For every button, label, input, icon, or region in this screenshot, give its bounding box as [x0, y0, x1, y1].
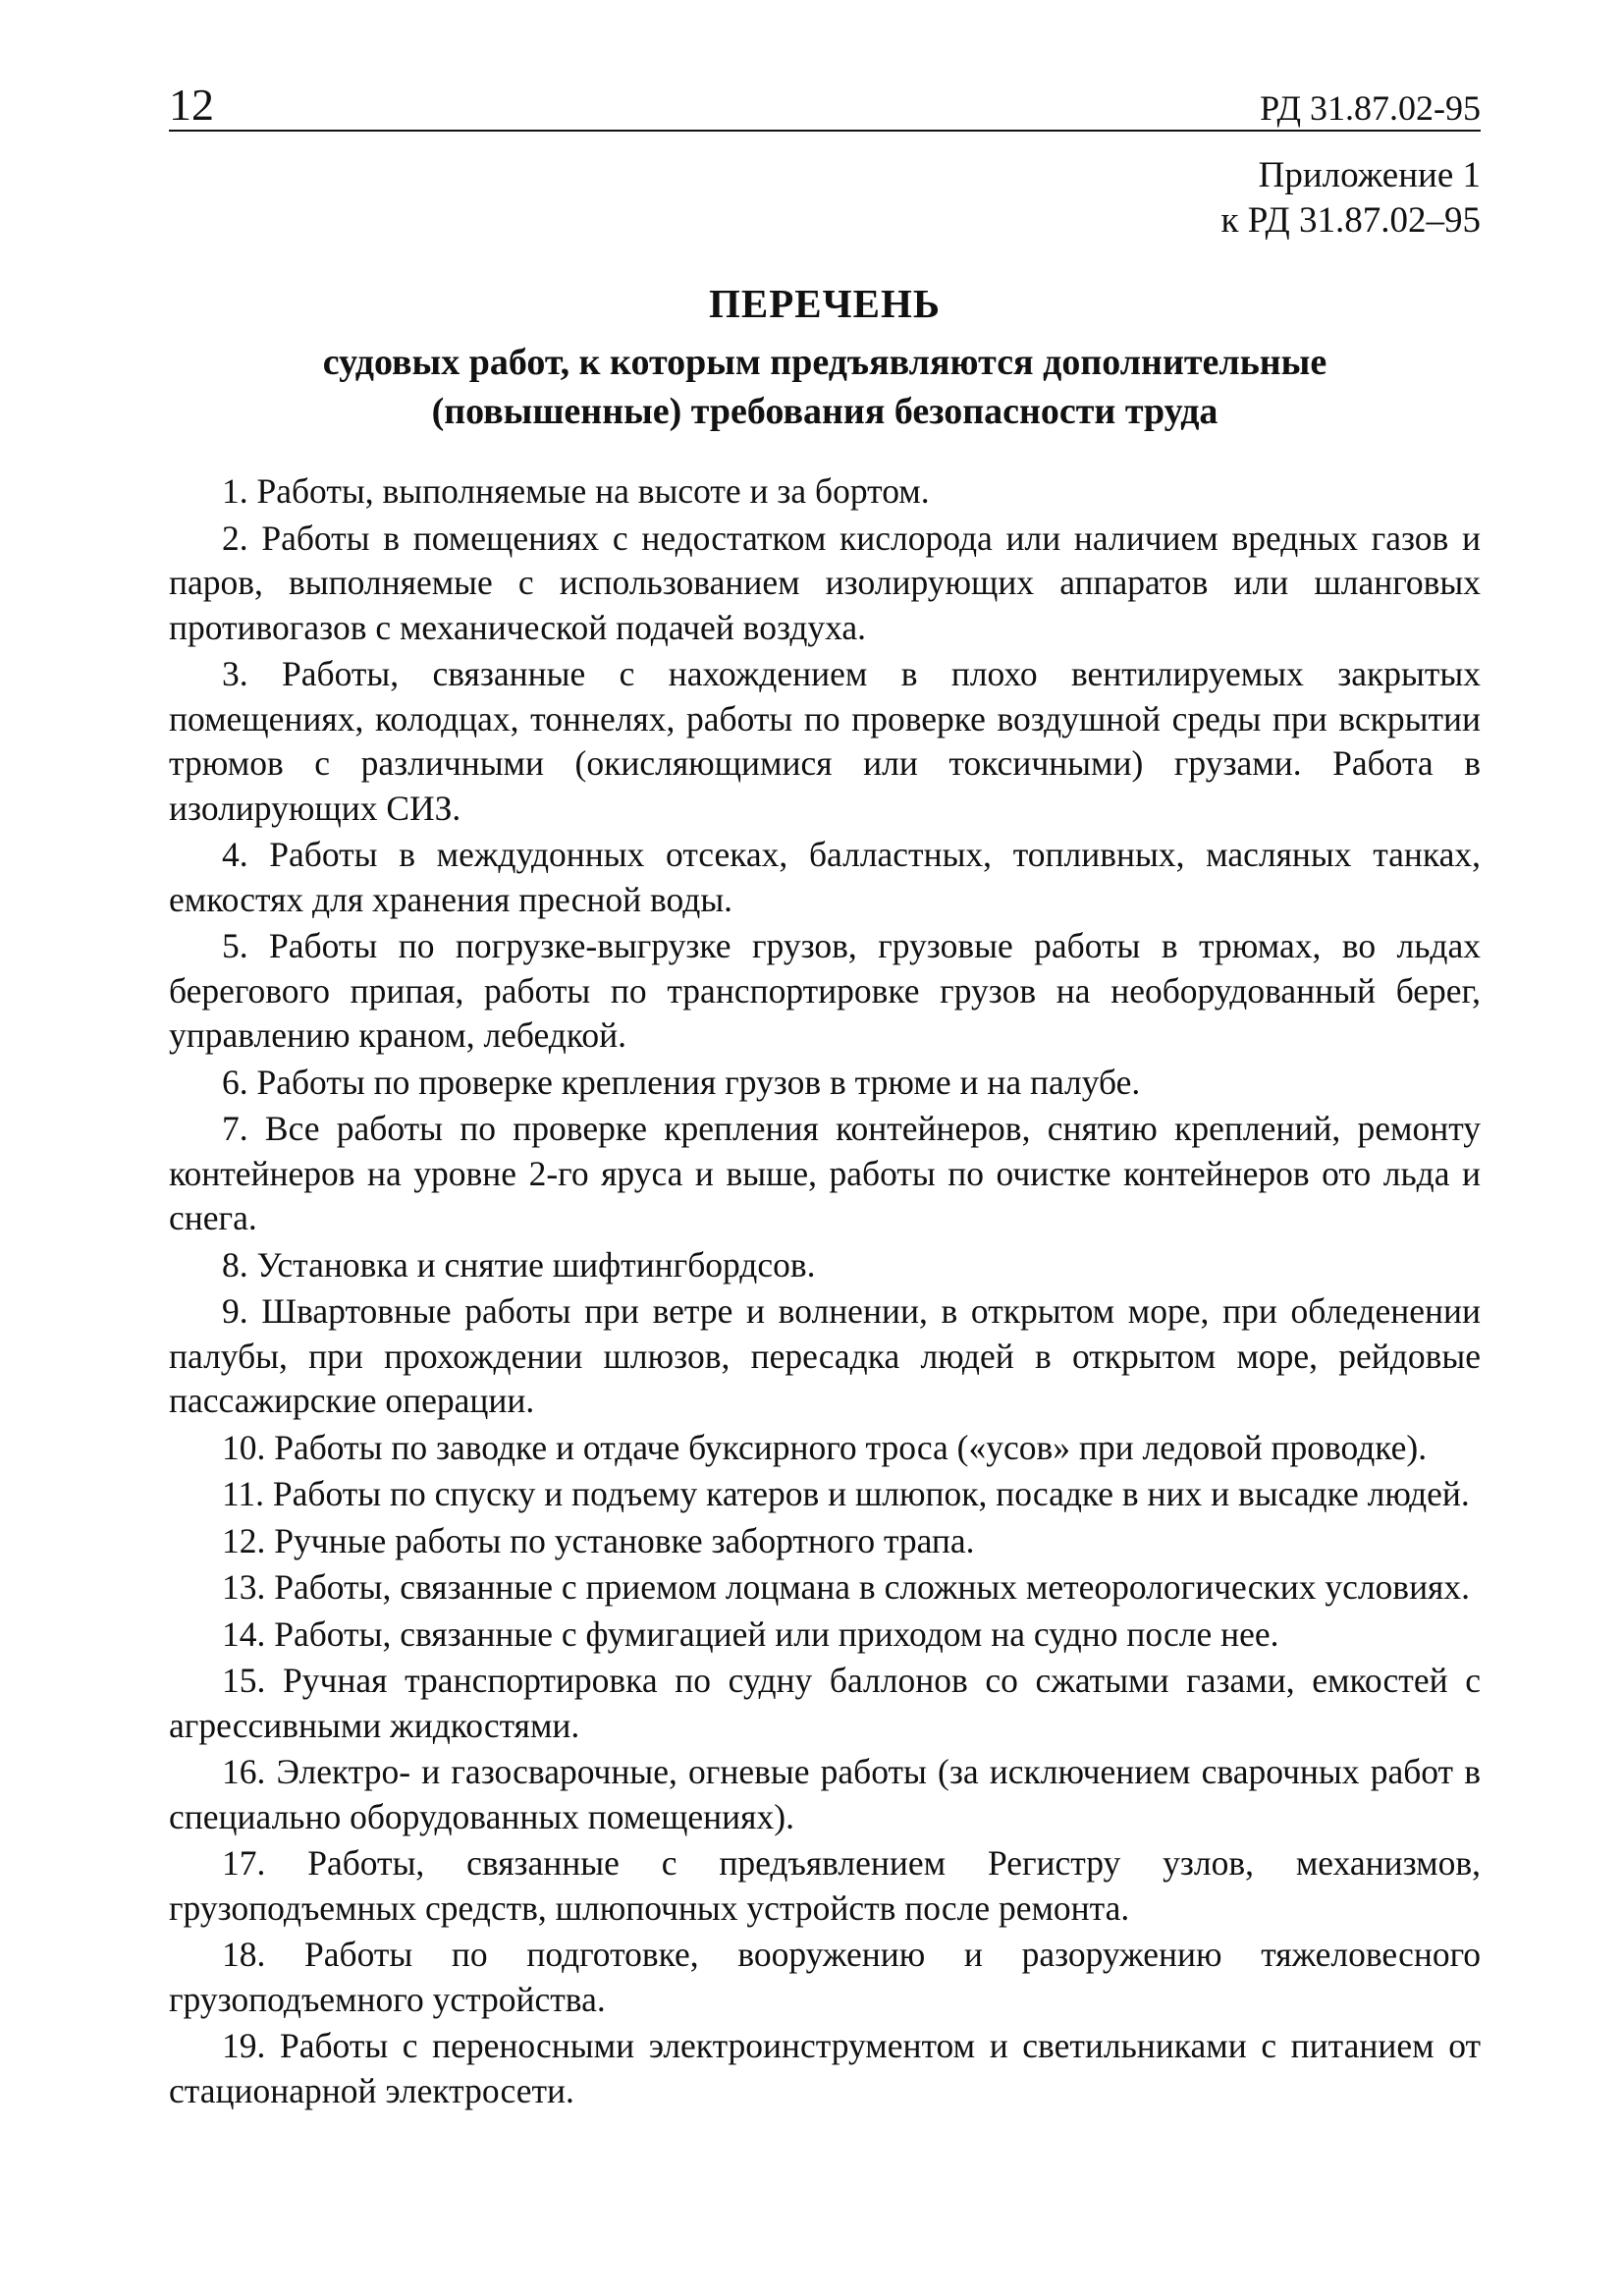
- list-item: 17. Работы, связанные с предъявлением Регистру узлов, механизмов, грузоподъемных средств, шлюпочных устройств после ремонта.: [169, 1843, 1481, 1928]
- list-item: 15. Ручная транспортировка по судну баллонов со сжатыми газами, емкостей с агрессивными жидкостями.: [169, 1661, 1481, 1745]
- list-item: 9. Швартовные работы при ветре и волнении, в открытом море, при обледенении палубы, при прохождении шлюзов, пересадка людей в открытом море, рейдовые пассажирские операции.: [169, 1291, 1481, 1420]
- list-item: 14. Работы, связанные с фумигацией или приходом на судно после нее.: [222, 1613, 1279, 1654]
- page-number: 12: [169, 80, 214, 130]
- page-header: [169, 69, 1481, 132]
- work-list: [169, 469, 1481, 2113]
- list-item: 18. Работы по подготовке, вооружению и разоружению тяжеловесного грузоподъемного устройства.: [169, 1935, 1481, 2019]
- document-code: РД 31.87.02-95: [1260, 88, 1481, 128]
- document-subtitle: [169, 338, 1481, 436]
- document-title: ПЕРЕЧЕНЬ: [708, 281, 942, 326]
- list-item: 3. Работы, связанные с нахождением в плохо вентилируемых закрытых помещениях, колодцах, тоннелях, работы по проверке воздушной среды при вскрытии трюмов с различными (окисляющимися или токсичными) грузами. Работа в изолирующих СИЗ.: [169, 654, 1481, 828]
- subtitle-line-2: (повышенные) требования безопасности труда: [431, 391, 1218, 432]
- list-item: 8. Установка и снятие шифтингбордсов.: [222, 1244, 816, 1285]
- list-item: 11. Работы по спуску и подъему катеров и шлюпок, посадке в них и высадке людей.: [222, 1474, 1470, 1513]
- appendix-line-1: Приложение 1: [1258, 155, 1481, 195]
- document-page: [169, 69, 1481, 2115]
- appendix-line-2: к РД 31.87.02–95: [1220, 200, 1481, 241]
- list-item: 6. Работы по проверке крепления грузов в трюме и на палубе.: [222, 1062, 1141, 1102]
- list-item: 19. Работы с переносными электроинструментом и светильниками с питанием от стационарной электросети.: [169, 2026, 1481, 2110]
- list-item: 2. Работы в помещениях с недостатком кислорода или наличием вредных газов и паров, выполняемые с использованием изолирующих аппаратов или шланговых противогазов с механической подачей воздуха.: [169, 518, 1481, 647]
- list-item: 13. Работы, связанные с приемом лоцмана в сложных метеорологических условиях.: [222, 1567, 1471, 1607]
- appendix-reference: [169, 153, 1481, 244]
- subtitle-line-1: судовых работ, к которым предъявляются дополнительные: [322, 342, 1327, 383]
- list-item: 16. Электро- и газосварочные, огневые работы (за исключением сварочных работ в специально оборудованных помещениях).: [169, 1752, 1481, 1836]
- list-item: 1. Работы, выполняемые на высоте и за бортом.: [222, 471, 930, 511]
- list-item: 5. Работы по погрузке-выгрузке грузов, грузовые работы в трюмах, во льдах берегового припая, работы по транспортировке грузов на необорудованный берег, управлению краном, лебедкой.: [169, 926, 1481, 1055]
- list-item: 4. Работы в междудонных отсеках, балластных, топливных, масляных танках, емкостях для хранения пресной воды.: [169, 835, 1481, 919]
- list-item: 10. Работы по заводке и отдаче буксирного троса («усов» при ледовой проводке).: [222, 1427, 1428, 1467]
- list-item: 7. Все работы по проверке крепления контейнеров, снятию креплений, ремонту контейнеров на уровне 2-го яруса и выше, работы по очистке контейнеров ото льда и снега.: [169, 1109, 1481, 1237]
- list-item: 12. Ручные работы по установке забортного трапа.: [222, 1520, 975, 1560]
